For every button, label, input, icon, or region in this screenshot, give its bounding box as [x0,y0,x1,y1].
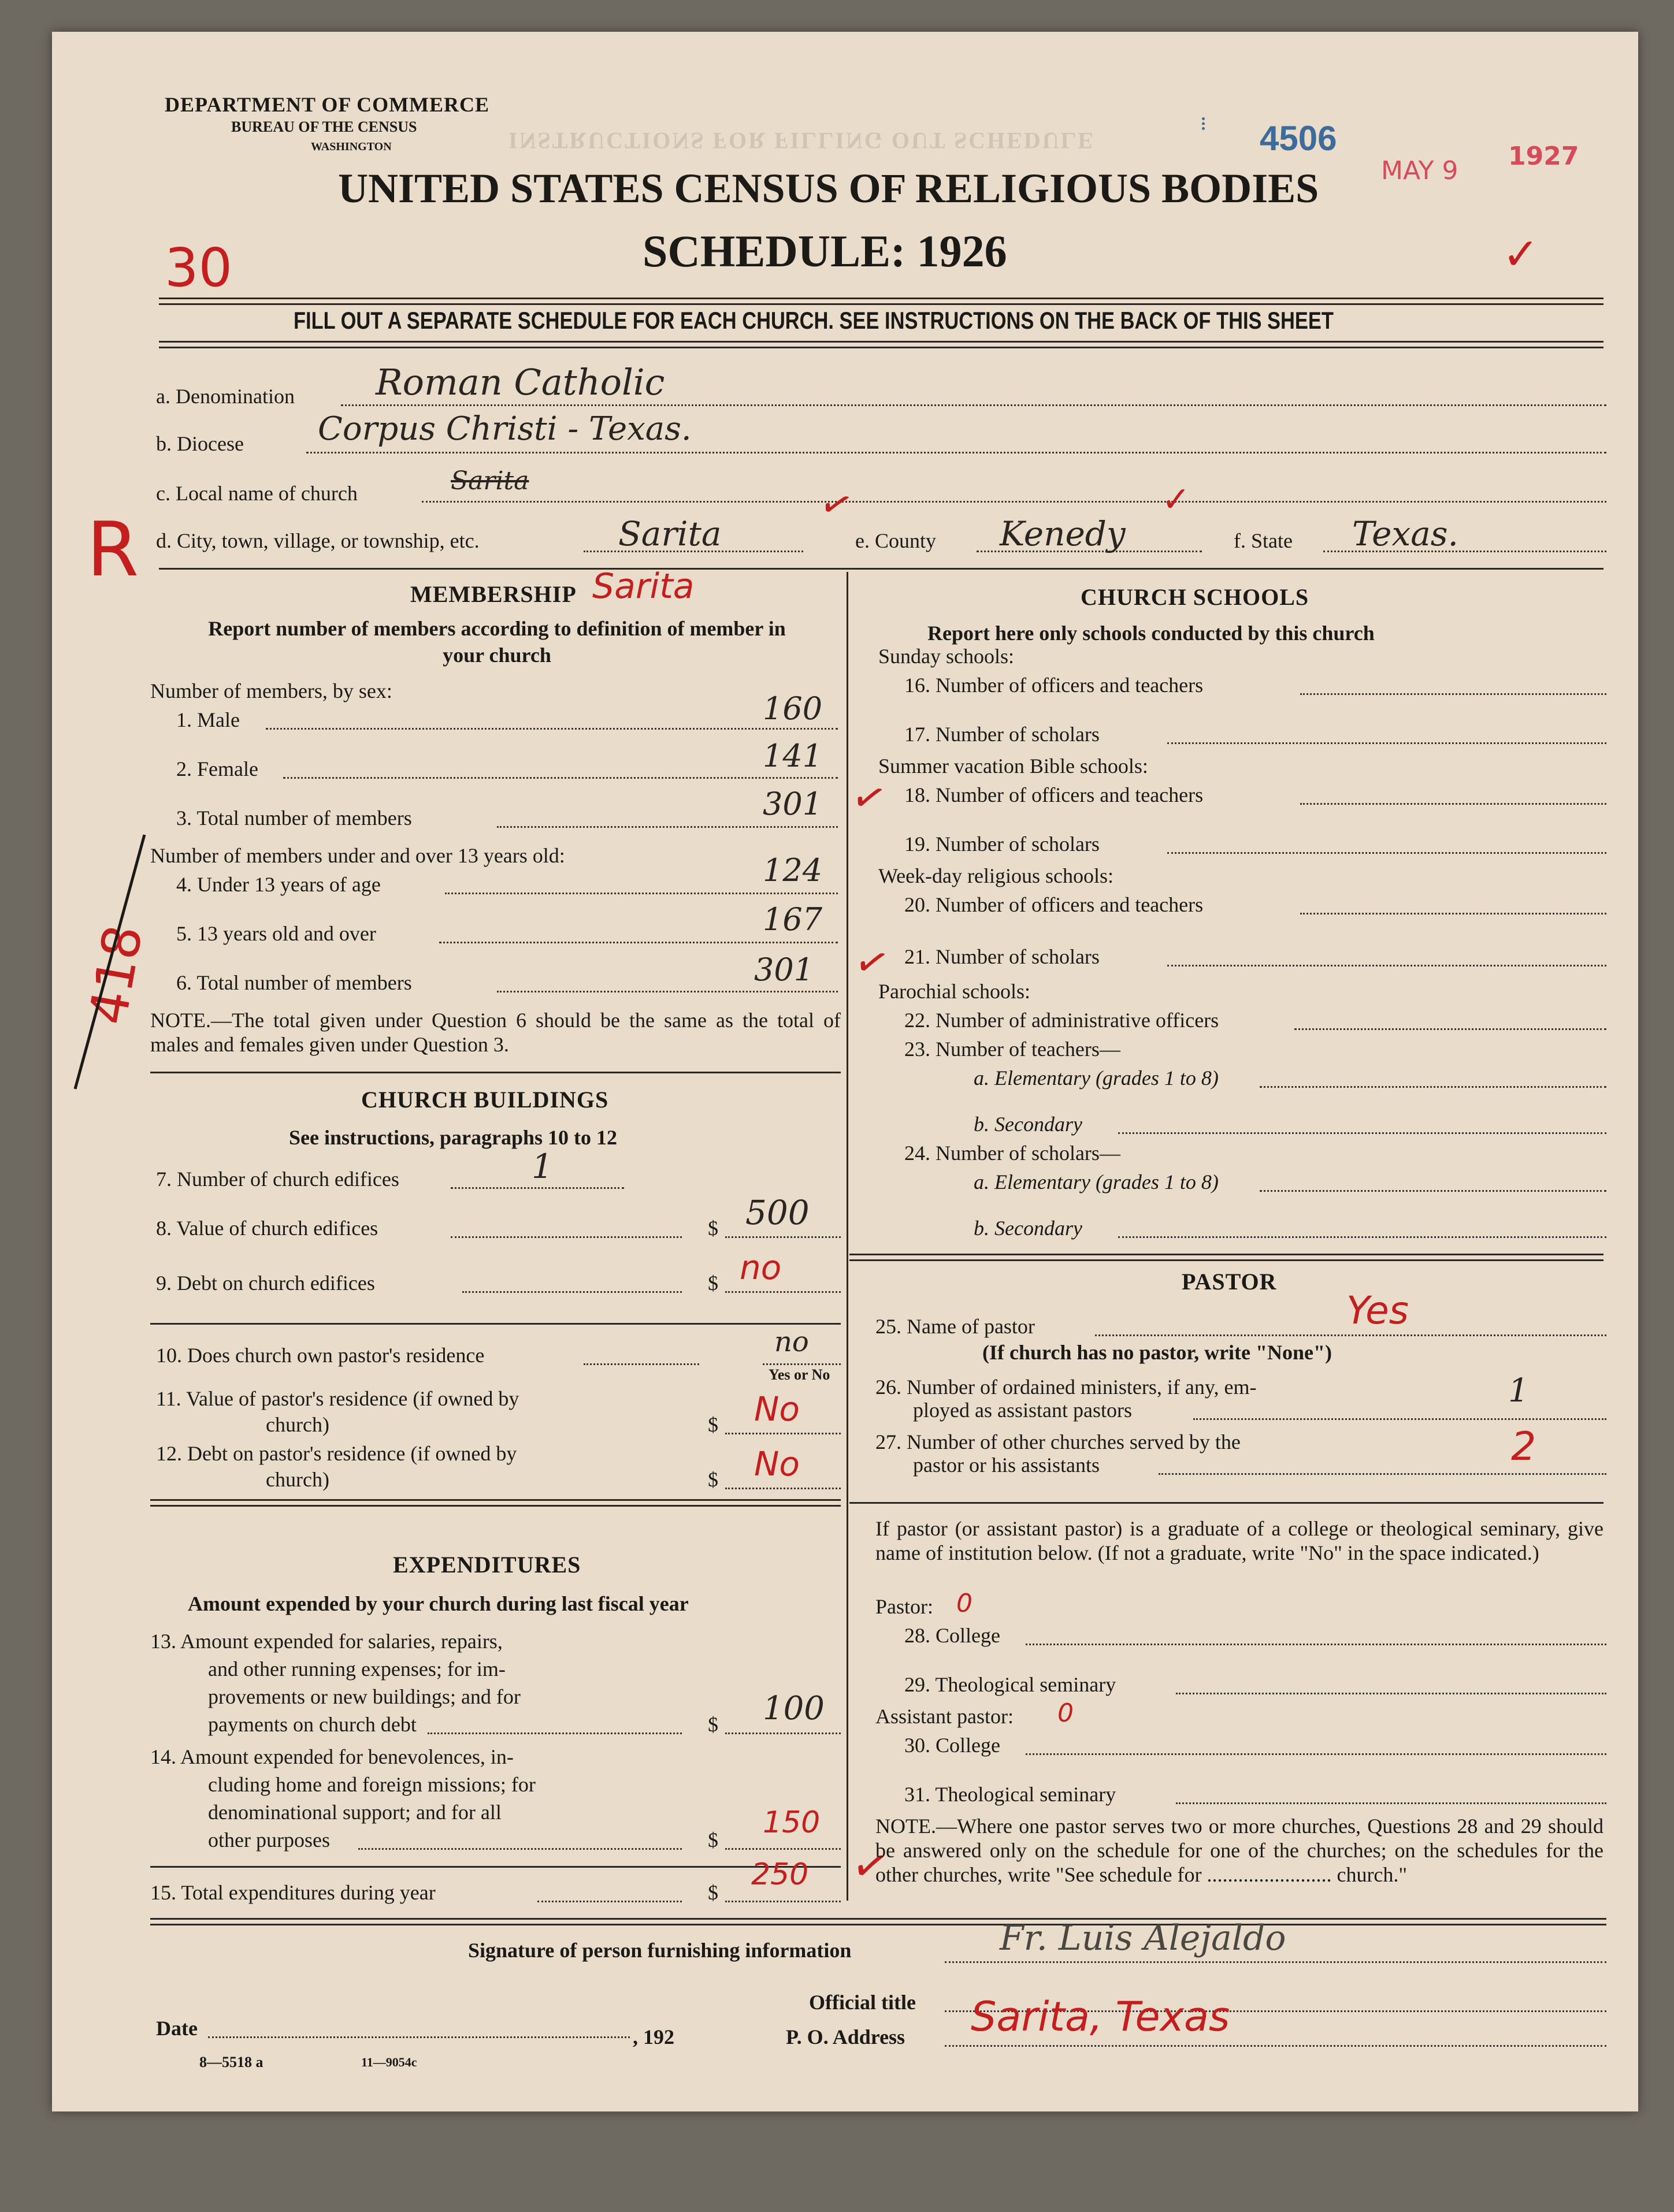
q2-label: 2. Female [176,757,258,780]
yes-no-hint: Yes or No [769,1366,830,1383]
church-name-label: c. Local name of church [156,482,358,505]
q3-value: 301 [763,786,823,822]
date-label: Date [156,2017,198,2040]
q8-amount-line[interactable] [725,1236,841,1238]
stamp-mark [1202,117,1211,130]
q11-value: No [754,1389,800,1429]
q1-line[interactable] [266,728,838,730]
signature-value: Fr. Luis Alejaldo [1000,1918,1286,1958]
q5-value: 167 [763,901,823,938]
q17-line[interactable] [1167,742,1606,744]
q23b-label: b. Secondary [974,1113,1082,1136]
q10-label: 10. Does church own pastor's residence [156,1344,485,1367]
q13-line-1: 13. Amount expended for salaries, repairs, [150,1630,503,1653]
q23a-line[interactable] [1260,1086,1606,1088]
stamp-year: 1927 [1508,142,1579,171]
q12-label-b: church) [266,1468,329,1491]
q9-value: no [740,1248,782,1287]
instruction-banner: FILL OUT A SEPARATE SCHEDULE FOR EACH CHURCH. SEE INSTRUCTIONS ON THE BACK OF THIS SHEET [294,307,1334,334]
q9-amount-line[interactable] [725,1291,841,1293]
date-year: , 192 [633,2025,674,2049]
q31-label: 31. Theological seminary [904,1783,1116,1806]
asst-edu-value: 0 [1057,1698,1074,1728]
po-address-label: P. O. Address [786,2025,905,2049]
margin-slash-mark [58,829,150,1095]
column-divider [847,572,848,1901]
q14-line-4: other purposes [208,1828,330,1852]
red-margin-number: 30 [165,237,233,299]
print-number: 11—9054c [361,2055,417,2069]
q16-line[interactable] [1300,693,1606,695]
diocese-value: Corpus Christi - Texas. [318,410,692,448]
q5-line[interactable] [439,942,838,943]
q18-line[interactable] [1300,803,1606,805]
q4-value: 124 [763,852,823,888]
city-value: Sarita [618,514,722,553]
q11-label-a: 11. Value of pastor's residence (if owned by [156,1387,519,1410]
pastor-note: NOTE.—Where one pastor serves two or more churches, Questions 28 and 29 should be answered only on the schedule for one of the churches; on the schedules for the other churches, write "See schedule for ........................ church." [875,1815,1604,1886]
q21-line[interactable] [1167,965,1606,966]
state-value: Texas. [1352,514,1458,553]
q18-label: 18. Number of officers and teachers [904,783,1204,806]
q24a-line[interactable] [1260,1190,1606,1192]
q13-amount-line[interactable] [725,1733,841,1734]
q28-line[interactable] [1026,1644,1606,1645]
schedule-title: SCHEDULE: 1926 [643,226,1007,276]
church-name-value: Sarita [451,466,529,496]
q8-value: 500 [745,1193,810,1232]
q25-line[interactable] [1095,1334,1606,1336]
q17-label: 17. Number of scholars [904,723,1100,746]
po-address-value: Sarita, Texas [971,1993,1230,2040]
q14-line-2: cluding home and foreign missions; for [208,1773,536,1796]
red-check-icon: ✓ [1502,228,1539,280]
form-number: 8—5518 a [199,2054,263,2070]
q22-label: 22. Number of administrative officers [904,1009,1219,1032]
date-line[interactable] [208,2036,630,2038]
q29-label: 29. Theological seminary [904,1673,1116,1696]
q12-amount-line[interactable] [725,1488,841,1489]
church-name-line[interactable] [422,501,1606,503]
q28-label: 28. College [904,1624,1000,1647]
asst-edu-label: Assistant pastor: [875,1705,1014,1728]
red-check-county: ✓ [1161,479,1191,520]
stamp-number: 4506 [1260,119,1337,158]
q14-dollar: $ [708,1828,718,1852]
q14-value: 150 [763,1805,821,1840]
q26-label-b: ployed as assistant pastors [913,1399,1132,1422]
q27-value: 2 [1511,1424,1536,1470]
schools-rule [849,1254,1604,1261]
q3-line[interactable] [497,826,838,828]
q15-value: 250 [751,1857,809,1892]
q9-label: 9. Debt on church edifices [156,1272,375,1295]
membership-note: NOTE.—The total given under Question 6 should be the same as the total of males and females given under Question 3. [150,1009,841,1056]
q12-value: No [754,1444,800,1484]
schools-heading: CHURCH SCHOOLS [1081,584,1309,610]
diocese-line[interactable] [306,452,1606,453]
q27-label-a: 27. Number of other churches served by the [875,1430,1241,1453]
q21-label: 21. Number of scholars [904,945,1100,968]
q19-line[interactable] [1167,852,1606,854]
members-by-age-label: Number of members under and over 13 years old: [150,844,565,867]
signature-label: Signature of person furnishing information [468,1939,852,1962]
q30-line[interactable] [1026,1753,1606,1755]
q9-dollar: $ [708,1272,718,1295]
red-margin-r: R [87,505,139,593]
summer-schools-label: Summer vacation Bible schools: [878,754,1148,778]
membership-heading: MEMBERSHIP [410,581,577,607]
pastor-edu-value: 0 [956,1589,973,1618]
id-section-rule [159,568,1604,570]
sunday-schools-label: Sunday schools: [878,645,1015,668]
department-line: DEPARTMENT OF COMMERCE [165,93,490,116]
city-line: WASHINGTON [311,140,392,153]
q13-value: 100 [763,1690,825,1727]
membership-intro: Report number of members according to definition of member in your church [208,617,786,667]
q7-label: 7. Number of church edifices [156,1168,399,1191]
expenditures-sub: Amount expended by your church during last fiscal year [188,1592,689,1615]
q6-label: 6. Total number of members [176,971,412,994]
q13-line-2: and other running expenses; for im- [208,1657,506,1681]
q11-dollar: $ [708,1413,718,1436]
pastor-edu-label: Pastor: [875,1595,934,1618]
q24-label: 24. Number of scholars— [904,1142,1120,1165]
red-check-q6: ✓ [849,935,895,990]
q13-dollar: $ [708,1713,718,1736]
q24b-label: b. Secondary [974,1217,1082,1240]
q12-label-a: 12. Debt on pastor's residence (if owned by [156,1442,517,1465]
expenditures-heading: EXPENDITURES [393,1552,581,1578]
q19-label: 19. Number of scholars [904,832,1100,856]
q13-line-3: provements or new buildings; and for [208,1685,521,1708]
q24b-line[interactable] [1118,1236,1606,1238]
q13-line[interactable] [428,1733,682,1734]
q25-note: (If church has no pastor, write "None") [982,1341,1332,1364]
q4-label: 4. Under 13 years of age [176,873,381,896]
membership-red-note: Sarita [592,566,695,607]
diocese-label: b. Diocese [156,432,244,455]
q14-amount-line[interactable] [725,1848,841,1850]
q8-line[interactable] [451,1236,682,1238]
q27-line[interactable] [1159,1473,1606,1475]
census-schedule-sheet [52,32,1638,2111]
denomination-line[interactable] [341,404,1606,406]
q7-value: 1 [532,1147,553,1186]
q14-line-3: denominational support; and for all [208,1801,502,1824]
q25-value: Yes [1346,1288,1409,1333]
q15-dollar: $ [708,1881,718,1904]
header-rule-bottom [159,341,1604,348]
buildings-sub: See instructions, paragraphs 10 to 12 [289,1126,618,1149]
q1-label: 1. Male [176,708,240,731]
q15-line[interactable] [537,1901,682,1902]
county-label: e. County [855,529,936,552]
q12-dollar: $ [708,1468,718,1491]
q23-label: 23. Number of teachers— [904,1038,1120,1061]
q10-value: no [774,1326,809,1358]
q15-label: 15. Total expenditures during year [150,1881,436,1904]
q7-line[interactable] [451,1187,624,1189]
q14-line[interactable] [358,1848,682,1850]
q23b-line[interactable] [1118,1132,1606,1134]
denomination-value: Roman Catholic [376,361,665,403]
q25-label: 25. Name of pastor [875,1315,1035,1338]
q20-label: 20. Number of officers and teachers [904,893,1204,916]
q3-label: 3. Total number of members [176,806,412,830]
q27-label-b: pastor or his assistants [913,1453,1100,1477]
signature-line[interactable] [945,1961,1606,1963]
q10-line[interactable] [584,1363,699,1365]
q26-line[interactable] [1193,1418,1606,1420]
pastor-rule [849,1502,1604,1504]
denomination-label: a. Denomination [156,385,295,408]
red-margin-number-left: 418 [77,920,155,1029]
q31-line[interactable] [1176,1802,1606,1804]
parochial-schools-label: Parochial schools: [878,980,1030,1003]
footer-rule [150,1918,1606,1925]
q11-label-b: church) [266,1413,329,1436]
q9-line[interactable] [462,1291,682,1293]
city-label: d. City, town, village, or township, etc. [156,529,480,552]
q2-line[interactable] [283,777,838,779]
official-title-label: Official title [809,1991,916,2014]
state-label: f. State [1234,529,1293,552]
q22-line[interactable] [1294,1028,1606,1030]
q8-label: 8. Value of church edifices [156,1217,378,1240]
q23a-label: a. Elementary (grades 1 to 8) [974,1066,1219,1090]
q14-line-1: 14. Amount expended for benevolences, in- [150,1745,514,1768]
form-title: UNITED STATES CENSUS OF RELIGIOUS BODIES [338,165,1319,211]
q14-rule [150,1866,841,1868]
q2-value: 141 [763,738,823,774]
q13-line-4: payments on church debt [208,1713,417,1736]
q29-line[interactable] [1176,1693,1606,1694]
q20-line[interactable] [1300,913,1606,914]
q10-answer-line[interactable] [763,1363,841,1365]
q6-line[interactable] [497,991,838,992]
q5-label: 5. 13 years old and over [176,922,376,945]
red-check-city: ✓ [814,478,859,531]
buildings-heading: CHURCH BUILDINGS [361,1087,609,1113]
header-rule-top [159,298,1604,305]
q15-amount-line[interactable] [725,1901,841,1902]
county-value: Kenedy [1000,514,1126,553]
q26-label-a: 26. Number of ordained ministers, if any, em- [875,1375,1257,1399]
q8-dollar: $ [708,1217,718,1240]
q1-value: 160 [763,690,823,727]
red-check-q3: ✓ [847,770,892,826]
buildings-rule [150,1499,841,1507]
q30-label: 30. College [904,1734,1000,1757]
q11-amount-line[interactable] [725,1433,841,1434]
q6-value: 301 [754,951,814,988]
red-check-q15: ✓ [847,1836,894,1895]
bleed-through-text: INSTRUCTIONS FOR FILLING OUT SCHEDULE [508,128,1095,154]
q26-value: 1 [1508,1372,1529,1410]
q9-rule [150,1323,841,1325]
membership-rule [150,1072,841,1073]
q16-label: 16. Number of officers and teachers [904,674,1204,697]
schools-sub: Report here only schools conducted by this church [927,622,1375,645]
q24a-label: a. Elementary (grades 1 to 8) [974,1170,1219,1194]
pastor-heading: PASTOR [1182,1269,1277,1295]
bureau-line: BUREAU OF THE CENSUS [231,118,417,135]
po-address-line[interactable] [945,2045,1606,2047]
stamp-date: MAY 9 [1381,156,1458,185]
q4-line[interactable] [445,893,838,894]
weekday-schools-label: Week-day religious schools: [878,864,1114,887]
members-by-sex-label: Number of members, by sex: [150,679,392,702]
graduate-note: If pastor (or assistant pastor) is a graduate of a college or theological seminary, give name of institution below. (If not a graduate, write "No" in the space indicated.) [875,1517,1604,1564]
